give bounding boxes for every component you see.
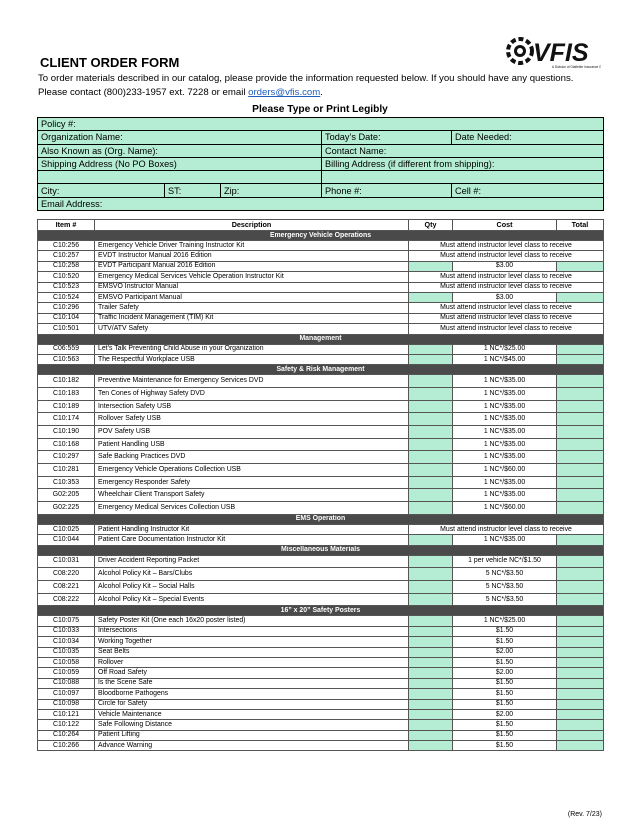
description-cell: Preventive Maintenance for Emergency Services DVD [95,375,409,388]
policy-field[interactable]: Policy #: [38,118,604,131]
table-header-row [38,220,604,231]
total-input-cell[interactable] [557,476,604,489]
table-row [38,720,604,730]
section-header-row [38,545,604,555]
description-cell: POV Safety USB [95,426,409,439]
description-cell: Patient Handling Instructor Kit [95,524,409,534]
qty-input-cell[interactable] [409,555,453,568]
item-number-cell: C10:524 [38,292,95,302]
cost-cell: 1 NC*/$35.00 [453,451,557,464]
table-row [38,637,604,647]
qty-input-cell[interactable] [409,438,453,451]
item-number-cell: C10:058 [38,657,95,667]
item-number-cell: C10:256 [38,241,95,251]
qty-input-cell[interactable] [409,413,453,426]
phone-field[interactable]: Phone #: [322,184,452,197]
description-cell: EMSVO Participant Manual [95,292,409,302]
qty-input-cell[interactable] [409,489,453,502]
cost-cell: 1 per vehicle NC*/$1.50 [453,555,557,568]
table-row [38,657,604,667]
qty-input-cell[interactable] [409,387,453,400]
cost-cell: $1.50 [453,657,557,667]
cost-cell: 1 NC*/$35.00 [453,489,557,502]
section-header-row [38,334,604,344]
table-row [38,400,604,413]
table-row [38,426,604,439]
item-number-cell: C10:174 [38,413,95,426]
table-row [38,626,604,636]
table-row [38,489,604,502]
qty-input-cell[interactable] [409,451,453,464]
item-number-cell: C10:088 [38,678,95,688]
description-cell: Alcohol Policy Kit – Bars/Clubs [95,568,409,581]
section-header-row [38,231,604,241]
description-cell: Patient Lifting [95,730,409,740]
item-number-cell: C10:025 [38,524,95,534]
description-cell: Circle for Safety [95,699,409,709]
table-row [38,241,604,251]
total-input-cell[interactable] [557,647,604,657]
description-cell: Advance Warning [95,741,409,751]
cost-cell: 1 NC*/$35.00 [453,413,557,426]
cost-cell: $2.00 [453,647,557,657]
cost-note-cell: Must attend instructor level class to receive [409,282,604,292]
item-number-cell: C10:189 [38,400,95,413]
item-number-cell: C10:031 [38,555,95,568]
section-title: Emergency Vehicle Operations [38,231,604,241]
table-row [38,438,604,451]
item-number-cell: C10:266 [38,741,95,751]
shipping-address-field[interactable] [38,171,322,184]
billing-address-field[interactable] [322,171,604,184]
qty-input-cell[interactable] [409,400,453,413]
qty-input-cell[interactable] [409,709,453,719]
qty-input-cell[interactable] [409,426,453,439]
total-input-cell[interactable] [557,678,604,688]
qty-input-cell[interactable] [409,476,453,489]
description-cell: Bloodborne Pathogens [95,689,409,699]
item-number-cell: C10:183 [38,387,95,400]
qty-input-cell[interactable] [409,581,453,594]
description-cell: Off Road Safety [95,668,409,678]
cost-note-cell: Must attend instructor level class to receive [409,251,604,261]
total-input-cell[interactable] [557,261,604,271]
total-input-cell[interactable] [557,581,604,594]
qty-input-cell[interactable] [409,678,453,688]
table-row [38,282,604,292]
item-number-cell: C10:122 [38,720,95,730]
table-row [38,313,604,323]
description-cell: Is the Scene Safe [95,678,409,688]
description-cell: Emergency Vehicle Driver Training Instructor Kit [95,241,409,251]
total-input-cell[interactable] [557,489,604,502]
cost-cell: 1 NC*/$35.00 [453,387,557,400]
qty-input-cell[interactable] [409,668,453,678]
description-cell: Patient Care Documentation Instructor Kit [95,535,409,545]
cost-cell: $1.50 [453,730,557,740]
table-row [38,375,604,388]
description-cell: Seat Belts [95,647,409,657]
cost-cell: $1.50 [453,720,557,730]
description-cell: Rollover Safety USB [95,413,409,426]
description-cell: Emergency Responder Safety [95,476,409,489]
cost-cell: 5 NC*/$3.50 [453,568,557,581]
table-row [38,387,604,400]
cost-cell: 1 NC*/$35.00 [453,438,557,451]
cost-note-cell: Must attend instructor level class to receive [409,313,604,323]
description-cell: Alcohol Policy Kit – Social Halls [95,581,409,594]
total-input-cell[interactable] [557,668,604,678]
intro-line-2: Please contact (800)233-1957 ext. 7228 or email orders@vfis.com. [38,87,323,98]
cost-note-cell: Must attend instructor level class to receive [409,524,604,534]
description-cell: Rollover [95,657,409,667]
logo-text: VFIS [533,39,589,67]
table-row [38,502,604,515]
cost-cell: 1 NC*/$25.00 [453,616,557,626]
cost-cell: 1 NC*/$45.00 [453,354,557,364]
description-cell: Working Together [95,637,409,647]
item-number-cell: C10:104 [38,313,95,323]
item-number-cell: C10:121 [38,709,95,719]
qty-input-cell[interactable] [409,626,453,636]
qty-input-cell[interactable] [409,464,453,477]
total-input-cell[interactable] [557,375,604,388]
shipping-address-label: Shipping Address (No PO Boxes) [38,157,322,170]
section-header-row [38,514,604,524]
total-input-cell[interactable] [557,400,604,413]
section-header-row [38,365,604,375]
table-row [38,535,604,545]
item-number-cell: C08:221 [38,581,95,594]
logo-subtext: A Division of Glatfelter Insurance [552,65,599,69]
description-cell: EVDT Participant Manual 2016 Edition [95,261,409,271]
total-input-cell[interactable] [557,709,604,719]
item-number-cell: C10:264 [38,730,95,740]
organization-name-field[interactable]: Organization Name: [38,131,322,144]
qty-input-cell[interactable] [409,568,453,581]
cost-cell: 1 NC*/$60.00 [453,502,557,515]
item-number-cell: G02:205 [38,489,95,502]
total-input-cell[interactable] [557,426,604,439]
total-input-cell[interactable] [557,730,604,740]
table-row [38,689,604,699]
item-number-cell: C10:258 [38,261,95,271]
description-cell: Ten Cones of Highway Safety DVD [95,387,409,400]
table-row [38,261,604,271]
item-number-cell: C10:182 [38,375,95,388]
description-cell: Safe Following Distance [95,720,409,730]
table-row [38,344,604,354]
description-cell: Driver Accident Reporting Packet [95,555,409,568]
qty-input-cell[interactable] [409,720,453,730]
table-row [38,451,604,464]
section-header-row [38,606,604,616]
cost-cell: 5 NC*/$3.50 [453,593,557,606]
cost-cell: $1.50 [453,678,557,688]
qty-input-cell[interactable] [409,637,453,647]
item-number-cell: C10:034 [38,637,95,647]
item-number-cell: C06:559 [38,344,95,354]
description-cell: Emergency Medical Services Collection USB [95,502,409,515]
qty-input-cell[interactable] [409,730,453,740]
table-row [38,741,604,751]
city-field[interactable]: City: [38,184,165,197]
item-number-cell: C10:059 [38,668,95,678]
zip-field[interactable]: Zip: [221,184,322,197]
cost-cell: 1 NC*/$35.00 [453,476,557,489]
table-row [38,324,604,334]
total-input-cell[interactable] [557,626,604,636]
total-input-cell[interactable] [557,387,604,400]
description-cell: Vehicle Maintenance [95,709,409,719]
total-input-cell[interactable] [557,344,604,354]
cost-cell: 1 NC*/$35.00 [453,426,557,439]
cost-cell: $2.00 [453,668,557,678]
item-number-cell: C10:353 [38,476,95,489]
form-title: CLIENT ORDER FORM [40,55,180,70]
total-input-cell[interactable] [557,699,604,709]
cost-cell: $3.00 [453,292,557,302]
table-row [38,555,604,568]
total-header: Total [557,220,604,231]
description-cell: EVDT Instructor Manual 2016 Edition [95,251,409,261]
vfis-logo [505,36,601,70]
qty-input-cell[interactable] [409,375,453,388]
cost-header: Cost [453,220,557,231]
total-input-cell[interactable] [557,451,604,464]
item-number-cell: C10:501 [38,324,95,334]
description-cell: Traffic Incident Management (TIM) Kit [95,313,409,323]
cost-cell: 5 NC*/$3.50 [453,581,557,594]
cost-cell: 1 NC*/$25.00 [453,344,557,354]
total-input-cell[interactable] [557,464,604,477]
table-row [38,292,604,302]
total-input-cell[interactable] [557,535,604,545]
section-title: Safety & Risk Management [38,365,604,375]
intro-line-1: To order materials described in our catalog, please provide the information requested below. If you should have any questions. [38,73,574,84]
cost-cell: 1 NC*/$35.00 [453,400,557,413]
total-input-cell[interactable] [557,555,604,568]
cost-cell: $1.50 [453,637,557,647]
description-cell: Trailer Safety [95,303,409,313]
total-input-cell[interactable] [557,741,604,751]
cost-cell: 1 NC*/$35.00 [453,535,557,545]
total-input-cell[interactable] [557,354,604,364]
section-title: EMS Operation [38,514,604,524]
vfis-logo-icon [505,36,601,70]
table-row [38,647,604,657]
table-row [38,476,604,489]
table-row [38,524,604,534]
cost-cell: $2.00 [453,709,557,719]
cost-cell: $1.50 [453,699,557,709]
total-input-cell[interactable] [557,568,604,581]
cost-cell: 1 NC*/$35.00 [453,375,557,388]
description-header: Description [95,220,409,231]
table-row [38,303,604,313]
item-number-cell: C10:168 [38,438,95,451]
item-number-cell: C10:035 [38,647,95,657]
item-number-cell: C10:523 [38,282,95,292]
description-cell: Let’s Talk Preventing Child Abuse in your Organization [95,344,409,354]
total-input-cell[interactable] [557,720,604,730]
item-number-cell: C10:296 [38,303,95,313]
item-number-cell: C10:257 [38,251,95,261]
qty-input-cell[interactable] [409,535,453,545]
description-cell: Wheelchair Client Transport Safety [95,489,409,502]
form-subtitle: Please Type or Print Legibly [252,104,388,115]
qty-input-cell[interactable] [409,616,453,626]
description-cell: Safety Poster Kit (One each 16x20 poster listed) [95,616,409,626]
total-input-cell[interactable] [557,593,604,606]
qty-input-cell[interactable] [409,502,453,515]
item-header: Item # [38,220,95,231]
qty-input-cell[interactable] [409,292,453,302]
table-row [38,699,604,709]
table-row [38,251,604,261]
qty-input-cell[interactable] [409,741,453,751]
date-needed-field[interactable]: Date Needed: [452,131,604,144]
table-row [38,593,604,606]
qty-input-cell[interactable] [409,657,453,667]
item-number-cell: C10:281 [38,464,95,477]
description-cell: Intersection Safety USB [95,400,409,413]
revision-label: (Rev. 7/23) [567,811,602,818]
item-number-cell: C10:075 [38,616,95,626]
description-cell: Safe Backing Practices DVD [95,451,409,464]
item-number-cell: C08:222 [38,593,95,606]
cost-note-cell: Must attend instructor level class to receive [409,324,604,334]
table-row [38,730,604,740]
section-title: Miscellaneous Materials [38,545,604,555]
qty-input-cell[interactable] [409,647,453,657]
email-address-field[interactable]: Email Address: [38,197,604,210]
item-number-cell: G02:225 [38,502,95,515]
cost-cell: $1.50 [453,626,557,636]
total-input-cell[interactable] [557,413,604,426]
qty-header: Qty [409,220,453,231]
item-number-cell: C10:044 [38,535,95,545]
cost-note-cell: Must attend instructor level class to receive [409,303,604,313]
description-cell: The Respectful Workplace USB [95,354,409,364]
item-number-cell: C10:098 [38,699,95,709]
description-cell: UTV/ATV Safety [95,324,409,334]
intro-text [38,72,608,100]
section-title: 16” x 20” Safety Posters [38,606,604,616]
table-row [38,709,604,719]
table-row [38,581,604,594]
contact-name-field[interactable]: Contact Name: [322,144,604,157]
table-row [38,568,604,581]
description-cell: Emergency Medical Services Vehicle Operation Instructor Kit [95,272,409,282]
item-number-cell: C10:097 [38,689,95,699]
table-row [38,413,604,426]
order-items-table [37,219,604,751]
billing-address-label: Billing Address (if different from shipping): [322,157,604,170]
qty-input-cell[interactable] [409,344,453,354]
item-number-cell: C08:220 [38,568,95,581]
item-number-cell: C10:297 [38,451,95,464]
cell-field[interactable]: Cell #: [452,184,604,197]
section-title: Management [38,334,604,344]
state-field[interactable]: ST: [165,184,221,197]
table-row [38,464,604,477]
table-row [38,678,604,688]
total-input-cell[interactable] [557,292,604,302]
cost-cell: $3.00 [453,261,557,271]
description-cell: EMSVO Instructor Manual [95,282,409,292]
description-cell: Emergency Vehicle Operations Collection USB [95,464,409,477]
cost-cell: 1 NC*/$60.00 [453,464,557,477]
qty-input-cell[interactable] [409,354,453,364]
item-number-cell: C10:520 [38,272,95,282]
total-input-cell[interactable] [557,657,604,667]
also-known-as-field[interactable]: Also Known as (Org. Name): [38,144,322,157]
total-input-cell[interactable] [557,438,604,451]
cost-note-cell: Must attend instructor level class to receive [409,241,604,251]
cost-cell: $1.50 [453,741,557,751]
qty-input-cell[interactable] [409,689,453,699]
description-cell: Patient Handling USB [95,438,409,451]
qty-input-cell[interactable] [409,593,453,606]
table-row [38,272,604,282]
cost-cell: $1.50 [453,689,557,699]
email-link[interactable]: orders@vfis.com [248,87,321,98]
item-number-cell: C10:563 [38,354,95,364]
description-cell: Intersections [95,626,409,636]
total-input-cell[interactable] [557,502,604,515]
total-input-cell[interactable] [557,616,604,626]
cost-note-cell: Must attend instructor level class to receive [409,272,604,282]
description-cell: Alcohol Policy Kit – Special Events [95,593,409,606]
item-number-cell: C10:190 [38,426,95,439]
table-row [38,354,604,364]
total-input-cell[interactable] [557,689,604,699]
contact-form [37,117,604,211]
todays-date-field[interactable]: Today’s Date: [322,131,452,144]
qty-input-cell[interactable] [409,261,453,271]
table-row [38,616,604,626]
qty-input-cell[interactable] [409,699,453,709]
item-number-cell: C10:033 [38,626,95,636]
total-input-cell[interactable] [557,637,604,647]
table-row [38,668,604,678]
